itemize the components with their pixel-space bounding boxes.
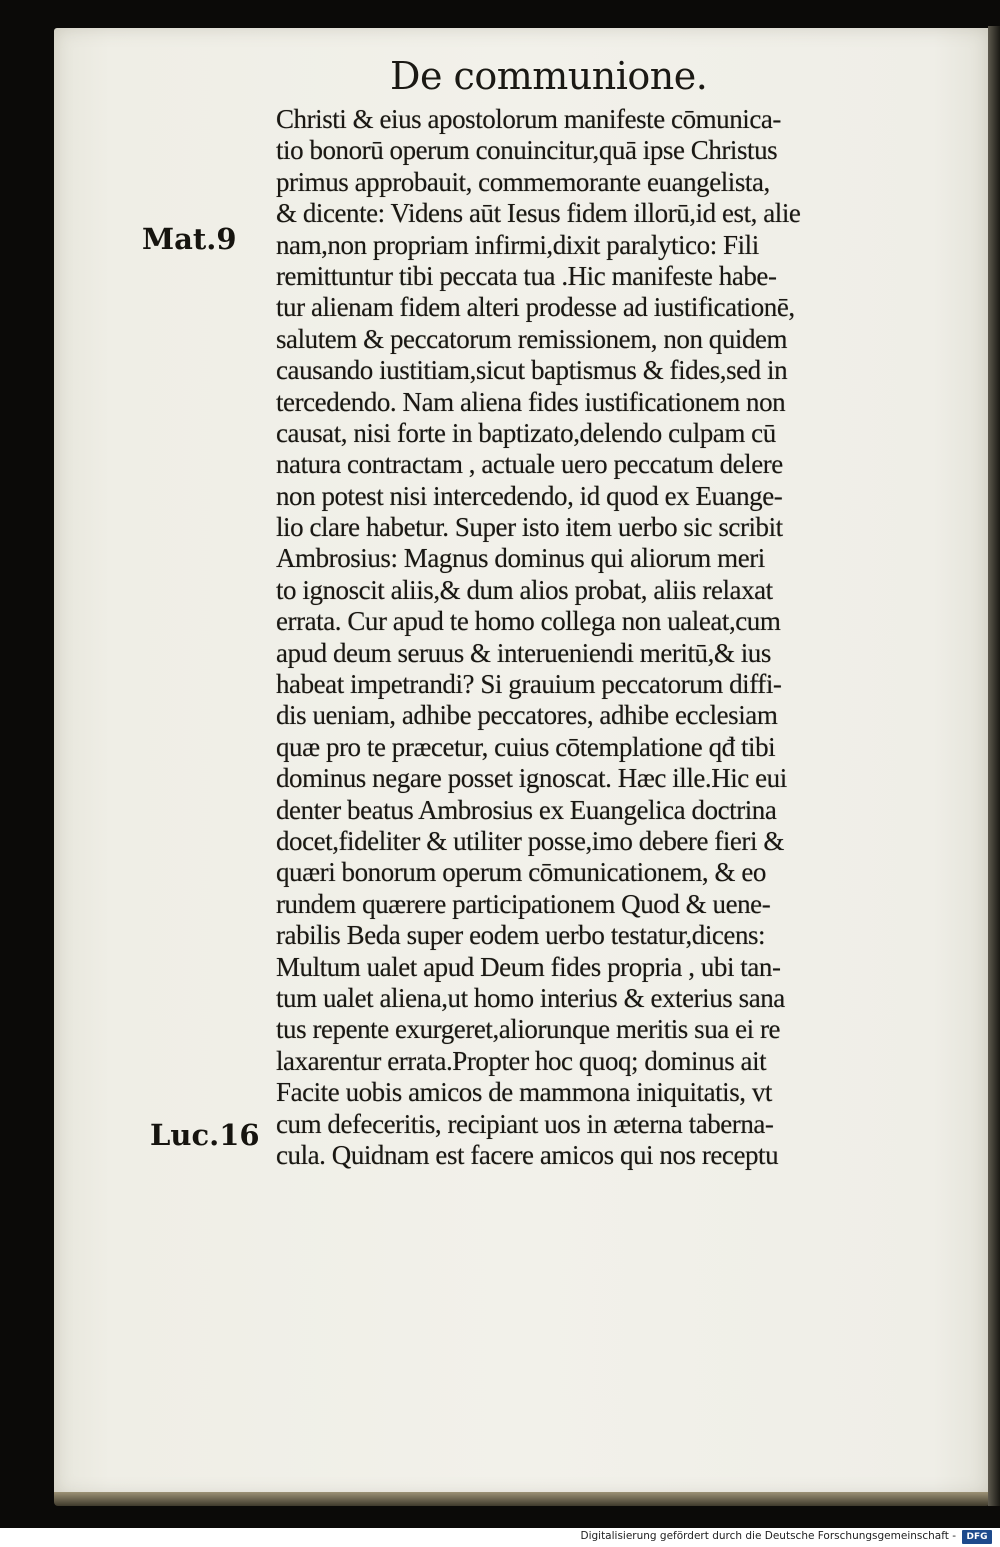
text-line: tur alienam fidem alteri prodesse ad iustificationē, [276, 292, 795, 323]
text-line: cula. Quidnam est facere amicos qui nos receptu [276, 1139, 779, 1170]
marginal-note-luc: Luc.16 [150, 1118, 260, 1152]
text-line: tum ualet aliena,ut homo interius & exterius sana [276, 982, 785, 1013]
dfg-logo-icon: DFG [962, 1530, 992, 1544]
text-line: primus approbauit, commemorante euangelista, [276, 166, 770, 197]
text-line: tio bonorū operum conuincitur,quā ipse Christus [276, 135, 778, 166]
text-line: rabilis Beda super eodem uerbo testatur,dicens: [276, 920, 766, 951]
running-head: De communione. [390, 54, 708, 98]
text-line: apud deum seruus & interueniendi meritū,& ius [276, 637, 771, 668]
text-line: salutem & peccatorum remissionem, non quidem [276, 323, 788, 354]
marginal-note-mat: Mat.9 [142, 222, 237, 256]
text-line: Christi & eius apostolorum manifeste cōmunica- [276, 104, 781, 134]
text-line: rundem quærere participationem Quod & uene- [276, 888, 771, 919]
body-text [276, 104, 920, 1194]
text-line: & dicente: Videns aūt Iesus fidem illorū,id est, alie [276, 198, 801, 229]
text-line: causando iustitiam,sicut baptismus & fides,sed in [276, 355, 788, 386]
text-line: docet,fideliter & utiliter posse,imo debere fieri & [276, 825, 784, 856]
text-line: habeat impetrandi? Si grauium peccatorum diffi- [276, 669, 782, 700]
text-line: tus repente exurgeret,aliorunque meritis sua ei re [276, 1014, 781, 1045]
text-line: cum defeceritis, recipiant uos in æterna taberna- [276, 1108, 774, 1139]
text-line: dis ueniam, adhibe peccatores, adhibe ecclesiam [276, 700, 778, 731]
text-line: errata. Cur apud te homo collega non ualeat,cum [276, 606, 781, 637]
binding-edge [988, 26, 1000, 1506]
text-line: lio clare habetur. Super isto item uerbo sic scribit [276, 512, 783, 543]
text-line: natura contractam , actuale uero peccatum delere [276, 449, 783, 480]
text-line: nam,non propriam infirmi,dixit paralytico: Fili [276, 229, 759, 260]
text-line: laxarentur errata.Propter hoc quoq; dominus ait [276, 1045, 767, 1076]
text-line: denter beatus Ambrosius ex Euangelica doctrina [276, 794, 777, 825]
text-line: quæ pro te præcetur, cuius cōtemplatione qđ tibi [276, 731, 776, 762]
text-line: Facite uobis amicos de mammona iniquitatis, vt [276, 1077, 772, 1108]
text-line: non potest nisi intercedendo, id quod ex Euange- [276, 480, 783, 511]
text-line: tercedendo. Nam aliena fides iustificationem non [276, 386, 786, 417]
text-line: causat, nisi forte in baptizato,delendo culpam cū [276, 417, 776, 448]
text-line: Multum ualet apud Deum fides propria , ubi tan- [276, 951, 781, 982]
text-line: to ignoscit aliis,& dum alios probat, aliis relaxat [276, 574, 773, 605]
text-line: Ambrosius: Magnus dominus qui aliorum meri [276, 543, 765, 574]
funding-credit: Digitalisierung gefördert durch die Deutsche Forschungsgemeinschaft - [580, 1530, 956, 1542]
text-line: dominus negare posset ignoscat. Hæc ille.Hic eui [276, 763, 787, 794]
text-line: remittuntur tibi peccata tua .Hic manifeste habe- [276, 260, 777, 291]
digitization-footer [0, 1528, 1000, 1547]
text-line: quæri bonorum operum cōmunicationem, & eo [276, 857, 766, 888]
page-bottom-edge [54, 1492, 990, 1506]
